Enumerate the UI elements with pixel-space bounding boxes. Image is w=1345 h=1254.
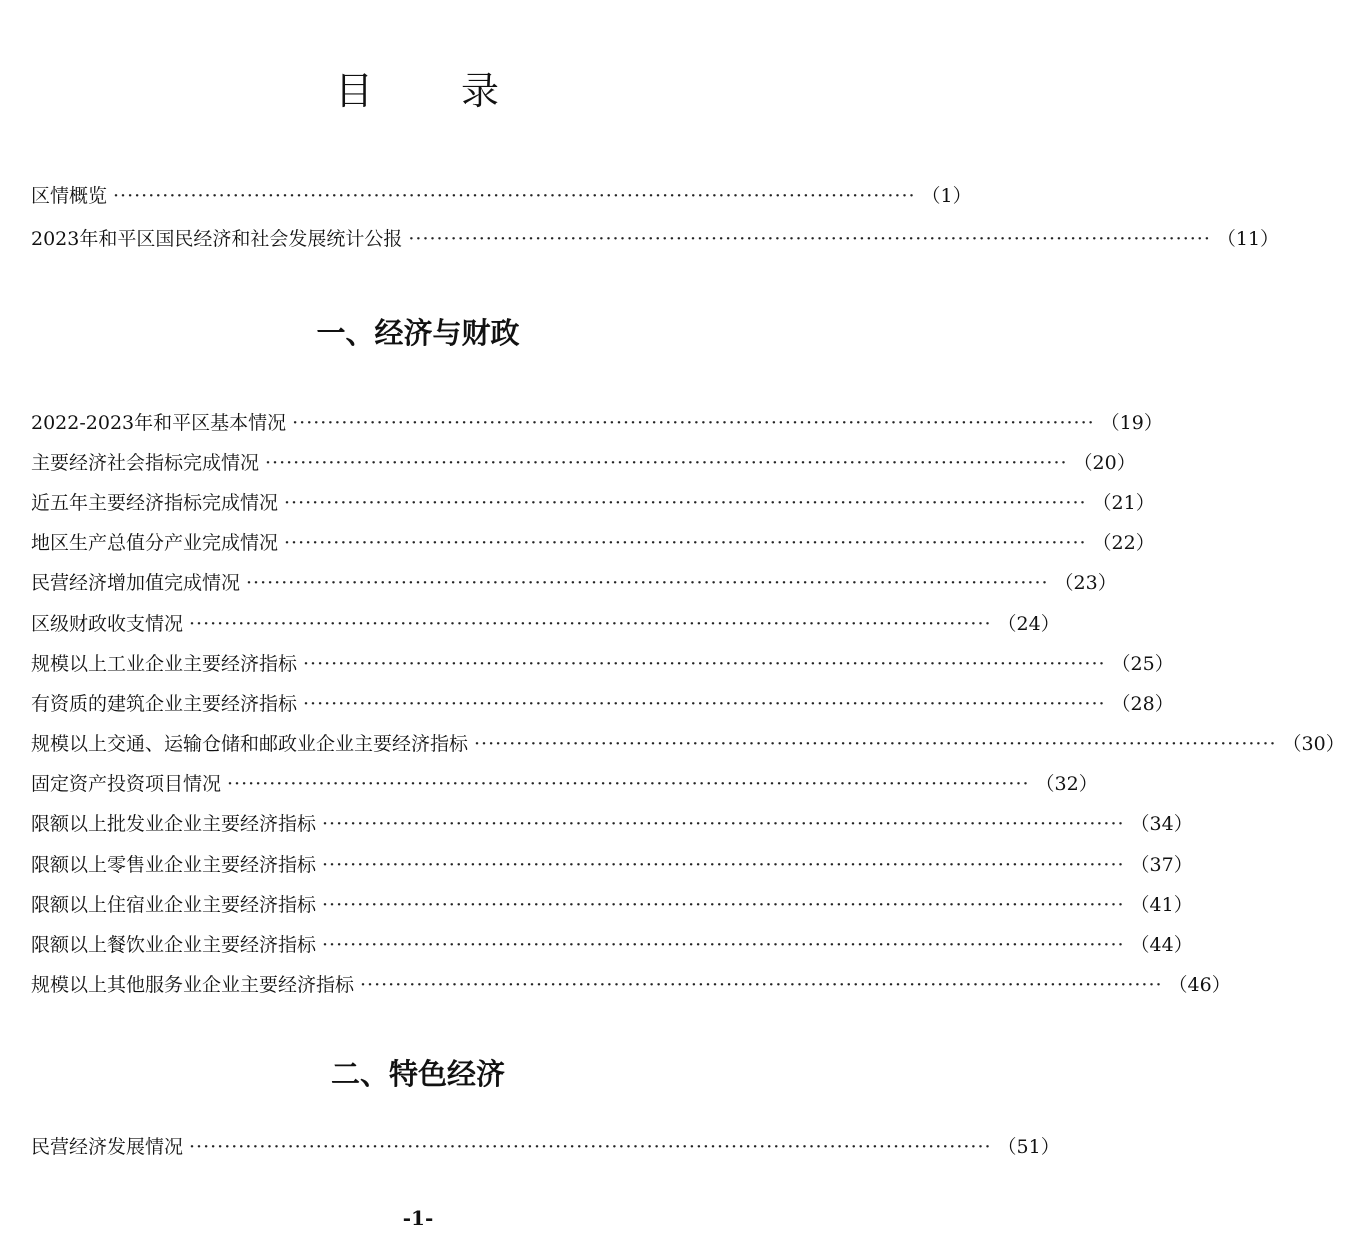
toc-entry[interactable]: 地区生产总值分产业完成情况 ·················································································································· （22） xyxy=(31,532,1155,554)
toc-entry-label: 固定资产投资项目情况 xyxy=(31,773,222,795)
toc-entry-label: 有资质的建筑企业主要经济指标 xyxy=(31,693,298,715)
toc-entry-label: 规模以上其他服务业企业主要经济指标 xyxy=(31,974,355,996)
toc-entry-page: （30） xyxy=(1282,733,1345,755)
toc-entry-page: （24） xyxy=(997,613,1060,635)
toc-entry[interactable]: 固定资产投资项目情况 ·················································································································· （32） xyxy=(31,773,1098,795)
toc-entry-page: （44） xyxy=(1130,934,1193,956)
toc-entry-label: 限额以上零售业企业主要经济指标 xyxy=(31,854,317,876)
toc-entry-page: （21） xyxy=(1092,492,1155,514)
toc-entry[interactable]: 主要经济社会指标完成情况 ·················································································································· （20） xyxy=(31,452,1136,474)
toc-entry-label: 民营经济增加值完成情况 xyxy=(31,572,241,594)
toc-entry-page: （19） xyxy=(1100,412,1163,434)
toc-entry[interactable]: 限额以上批发业企业主要经济指标 ·················································································································· （34） xyxy=(31,813,1193,835)
toc-entry-page: （25） xyxy=(1111,653,1174,675)
toc-entry-label: 主要经济社会指标完成情况 xyxy=(31,452,260,474)
toc-entry[interactable]: 限额以上住宿业企业主要经济指标 ·················································································································· （41） xyxy=(31,894,1193,916)
toc-entry[interactable]: 2023年和平区国民经济和社会发展统计公报 ·················································································································· （11） xyxy=(31,228,1280,250)
page-title-char-1: 目 xyxy=(334,69,375,113)
toc-entry-label: 区情概览 xyxy=(31,185,108,207)
section-heading-economy-finance: 一、经济与财政 xyxy=(316,316,520,350)
toc-entry-label: 规模以上工业企业主要经济指标 xyxy=(31,653,298,675)
toc-entry[interactable]: 近五年主要经济指标完成情况 ·················································································································· （21） xyxy=(31,492,1155,514)
toc-entry-label: 规模以上交通、运输仓储和邮政业企业主要经济指标 xyxy=(31,733,469,755)
toc-entry-label: 2023年和平区国民经济和社会发展统计公报 xyxy=(31,228,403,250)
toc-entry-page: （11） xyxy=(1216,228,1280,250)
page-title xyxy=(0,60,836,115)
toc-entry[interactable]: 民营经济发展情况 ·················································································································· （51） xyxy=(31,1136,1060,1158)
section-heading-featured-economy: 二、特色经济 xyxy=(330,1057,505,1091)
toc-entry[interactable]: 区级财政收支情况 ·················································································································· （24） xyxy=(31,613,1060,635)
toc-entry[interactable]: 有资质的建筑企业主要经济指标 ·················································································································· （28） xyxy=(31,693,1174,715)
toc-entry-label: 限额以上住宿业企业主要经济指标 xyxy=(31,894,317,916)
toc-entry[interactable]: 区情概览 ·················································································································· （1） xyxy=(31,185,972,207)
toc-entry-page: （20） xyxy=(1073,452,1136,474)
toc-entry-page: （46） xyxy=(1168,974,1231,996)
toc-entry[interactable]: 限额以上零售业企业主要经济指标 ·················································································································· （37） xyxy=(31,854,1193,876)
toc-entry-page: （23） xyxy=(1054,572,1117,594)
page-number: -1- xyxy=(402,1206,434,1230)
toc-entry[interactable]: 民营经济增加值完成情况 ·················································································································· （23） xyxy=(31,572,1117,594)
toc-entry-label: 民营经济发展情况 xyxy=(31,1136,184,1158)
toc-entry[interactable]: 限额以上餐饮业企业主要经济指标 ·················································································································· （44） xyxy=(31,934,1193,956)
toc-entry[interactable]: 规模以上交通、运输仓储和邮政业企业主要经济指标 ·················································································································· （30） xyxy=(31,733,1345,755)
toc-entry-label: 限额以上批发业企业主要经济指标 xyxy=(31,813,317,835)
toc-entry-label: 地区生产总值分产业完成情况 xyxy=(31,532,279,554)
toc-entry-label: 限额以上餐饮业企业主要经济指标 xyxy=(31,934,317,956)
toc-entry-label: 区级财政收支情况 xyxy=(31,613,184,635)
toc-entry-label: 近五年主要经济指标完成情况 xyxy=(31,492,279,514)
toc-entry-page: （32） xyxy=(1035,773,1098,795)
toc-entry-page: （34） xyxy=(1130,813,1193,835)
toc-entry-page: （22） xyxy=(1092,532,1155,554)
toc-entry[interactable]: 2022-2023年和平区基本情况 ·················································································································· （19） xyxy=(31,412,1163,434)
toc-entry-page: （1） xyxy=(921,185,972,207)
toc-entry-page: （37） xyxy=(1130,854,1193,876)
toc-entry[interactable]: 规模以上工业企业主要经济指标 ·················································································································· （25） xyxy=(31,653,1174,675)
toc-entry-label: 2022-2023年和平区基本情况 xyxy=(31,412,287,434)
toc-entry-page: （51） xyxy=(997,1136,1060,1158)
toc-entry[interactable]: 规模以上其他服务业企业主要经济指标 ·················································································································· （46） xyxy=(31,974,1231,996)
page-title-char-2: 录 xyxy=(461,69,502,113)
toc-entry-page: （28） xyxy=(1111,693,1174,715)
toc-entry-page: （41） xyxy=(1130,894,1193,916)
